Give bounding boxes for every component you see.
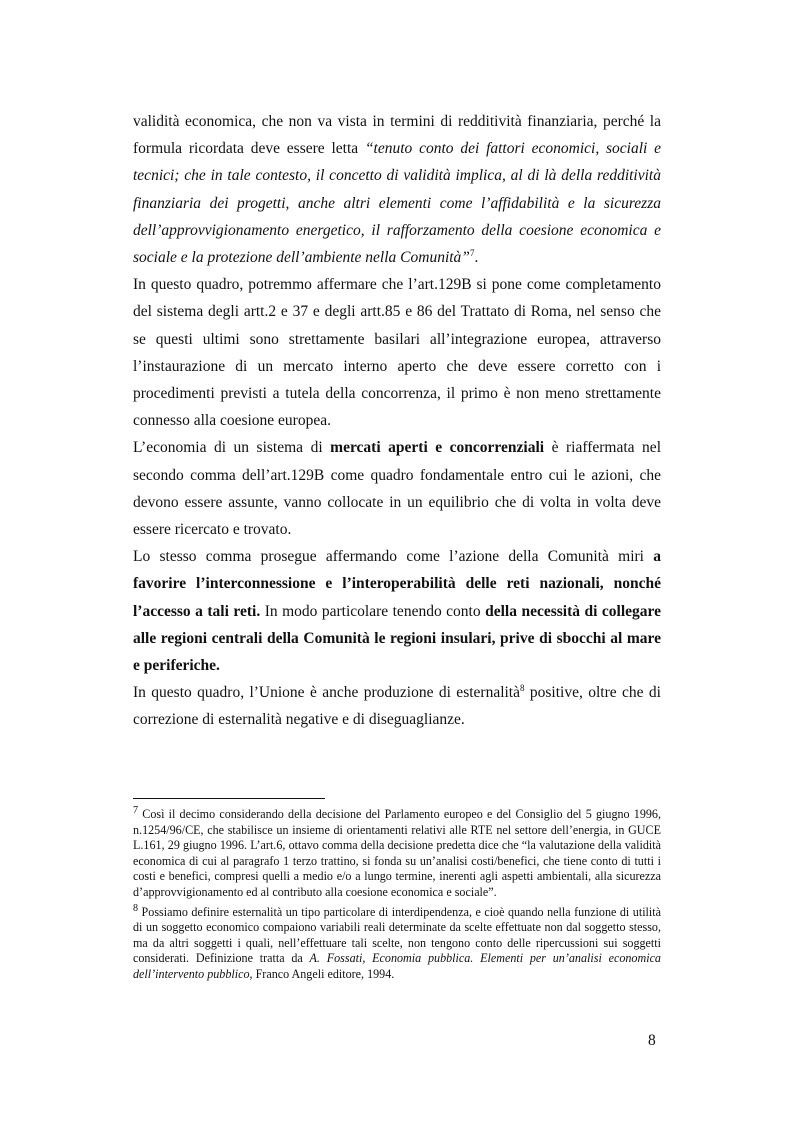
footnote-reference: 7 [469, 247, 475, 258]
paragraph-5 [133, 679, 661, 733]
text-run: In questo quadro, l’Unione è anche produzione di esternalità [133, 684, 520, 702]
page-number: 8 [648, 1032, 656, 1049]
text-run: In questo quadro, potremmo affermare che l’art.129B si pone come completamento del sistema degli artt.2 e 37 e degli artt.85 e 86 del Trattato di Roma, nel senso che se questi ultimi sono strettamente basilari all’integrazione europea, attraverso l’instaurazione di un mercato interno aperto che deve essere corretto con i procedimenti previsti a tutela della concorrenza, il primo è non meno strettamente connesso alla coesione europea. [133, 276, 661, 430]
italic-text: “tenuto conto dei fattori economici, sociali e tecnici; che in tale contesto, il concetto di validità implica, al di là della redditività finanziaria dei progetti, anche altri elementi come l’affidabilità e la sicurezza dell’approvvigionamento energetico, il rafforzamento della coesione economica e sociale e la protezione dell’ambiente nella Comunità” [133, 140, 661, 267]
footnote-2 [133, 901, 661, 983]
text-run: In modo particolare tenendo conto [260, 602, 486, 620]
footnote-1 [133, 803, 661, 901]
text-run: L’economia di un sistema di [133, 439, 331, 457]
text-run: Così il decimo considerando della decisione del Parlamento europeo e del Consiglio del 5 giugno 1996, n.1254/96/CE, che stabilisce un insieme di orientamenti relativi alle RTE nel settore dell’energia, in GUCE L.161, 29 giugno 1996. L’art.6, ottavo comma della decisione predetta dice che “la valutazione della validità economica di cui al paragrafo 1 terzo trattino, si fonda su un’analisi costi/benefici, che tiene conto di tutti i costi e benefici, compresi quelli a medio e/o a lungo termine, inerenti agli aspetti ambientali, alla sicurezza d’approvvigionamento ed al contributo alla coesione economica e sociale”. [133, 807, 661, 899]
paragraph-4 [133, 543, 661, 679]
footnote-reference: 8 [133, 902, 139, 914]
text-run: Lo stesso comma prosegue affermando come l’azione della Comunità miri [133, 548, 654, 566]
bold-text: della necessità di collegare alle regioni centrali della Comunità le regioni insulari, prive di sbocchi al mare e periferiche. [133, 602, 661, 675]
footnote-separator [133, 798, 325, 799]
footnote-reference: 8 [520, 683, 525, 694]
paragraph-3 [133, 434, 661, 543]
bold-text: a favorire l’interconnessione e l’interoperabilità delle reti nazionali, nonché l’accesso a tali reti. [133, 548, 661, 620]
footnote-reference: 7 [133, 805, 139, 816]
text-run: . [474, 249, 479, 267]
footnotes [133, 803, 661, 983]
text-run: Franco Angeli editore, 1994. [252, 967, 395, 981]
bold-text: mercati aperti e concorrenziali [330, 439, 545, 457]
text-run: positive, oltre che di correzione di esternalità negative e di diseguaglianze. [133, 684, 661, 729]
paragraph-2 [133, 271, 661, 434]
main-text [133, 108, 661, 734]
text-run: è riaffermata nel secondo comma dell’art.129B come quadro fondamentale entro cui le azioni, che devono essere assunte, vanno collocate in un equilibrio che di volta in volta deve essere ricercato e trovato. [133, 439, 661, 539]
text-run: Possiamo definire esternalità un tipo particolare di interdipendenza, e cioè quando nella funzione di utilità di un soggetto economico compaiono variabili reali determinate da scelte effettuate non dal soggetto stesso, ma da altri soggetti i quali, nell’effettuare tali scelte, non tengono conto delle ripercussioni sui soggetti considerati. Definizione tratta da [133, 904, 661, 966]
italic-text: A. Fossati, Economia pubblica. Elementi per un’analisi economica dell’intervento pubblico, [133, 951, 661, 981]
paragraph-1 [133, 108, 661, 271]
page-body [133, 108, 661, 734]
text-run: validità economica, che non va vista in termini di redditività finanziaria, perché la formula ricordata deve essere letta [133, 113, 661, 158]
